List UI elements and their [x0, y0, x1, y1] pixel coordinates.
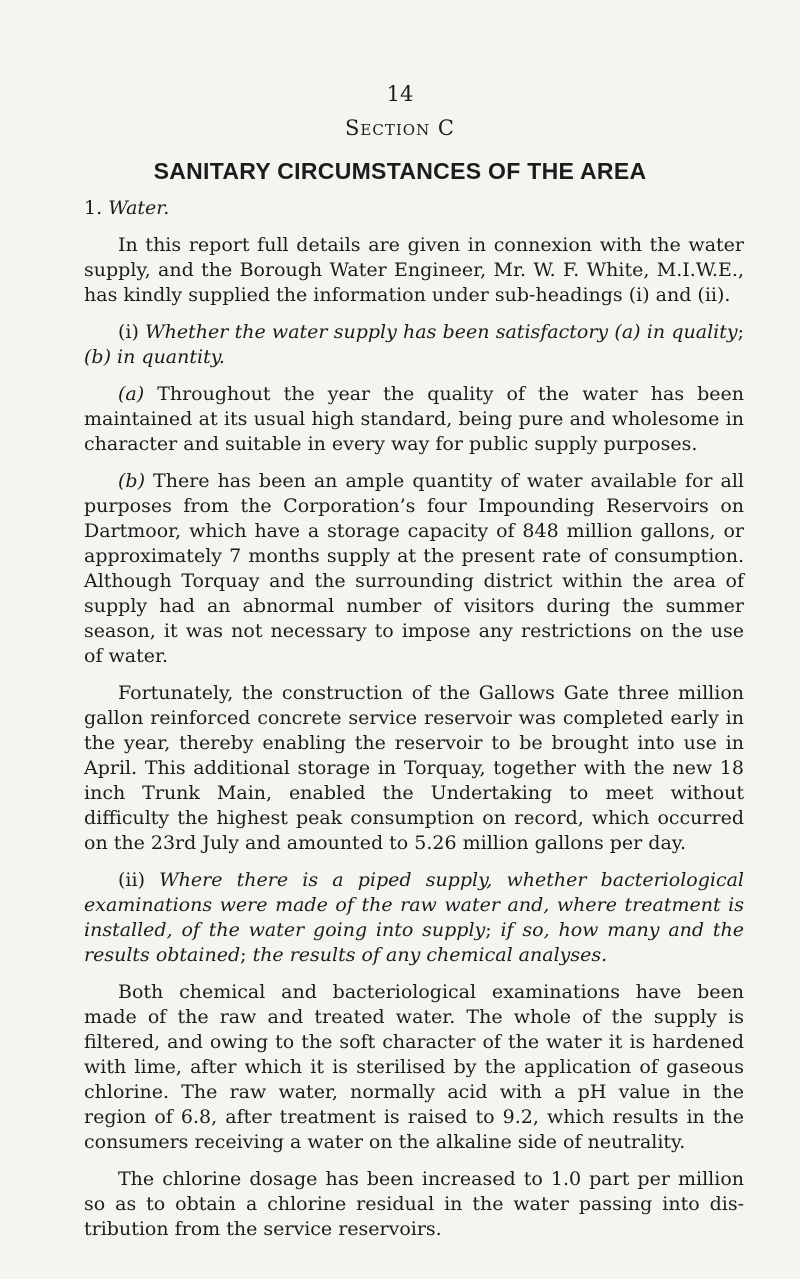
answer-b-label: (b): [118, 470, 145, 492]
question-i-text-3: in quantity.: [117, 346, 225, 368]
page-title: SANITARY CIRCUMSTANCES OF THE AREA: [153, 158, 647, 184]
question-ii-number: (ii): [118, 869, 145, 891]
paragraph-fortunately: Fortunately, the construction of the Gallows Gate three million gallon reinforced concrete service reservoir was completed early in the year, thereby enabling the reservoir to be brought into use in April. This additional storage in Torquay, together with the new 18 inch Trunk Main, enabled the Undertaking to meet without difficulty the highest peak consumption on record, which occurred on the 23rd July and amounted to 5.26 million gallons per day.: [84, 682, 744, 854]
question-i-text-1: Whether the water supply has been satisfactory: [145, 321, 609, 343]
answer-a: [84, 382, 744, 457]
paragraph-chlorine: The chlorine dosage has been increased to 1.0 part per million so as to obtain a chlorine residual in the water passing into distribution from the service reservoirs.: [84, 1168, 744, 1240]
question-i-text-2: in quality: [646, 321, 738, 343]
question-ii-separator-1: ;: [485, 919, 492, 941]
answer-a-text: Throughout the year the quality of the water has been maintained at its usual high standard, being pure and wholesome in character and suitable in every way for public supply purposes.: [84, 383, 744, 455]
question-ii: [84, 868, 744, 968]
question-ii-text-2: if so, how many and the results obtained: [84, 919, 744, 966]
question-ii-separator-2: ;: [240, 944, 247, 966]
subsection-heading: [84, 196, 744, 221]
paragraph-both: Both chemical and bacteriological examinations have been made of the raw and treated water. The whole of the supply is filtered, and owing to the soft character of the water it is hardened with lime, after which it is sterilised by the application of gaseous chlorine. The raw water, normally acid with a pH value in the region of 6.8, after treatment is raised to 9.2, which results in the consumers receiving a water on the alkaline side of neutrality.: [84, 981, 744, 1153]
heading-label: Water.: [108, 197, 170, 219]
answer-b: [84, 469, 744, 669]
page-number: 14: [386, 82, 414, 106]
body-text: [84, 196, 744, 1242]
section-label: Section C: [345, 116, 455, 140]
question-i: [84, 320, 744, 370]
answer-a-label: (a): [118, 383, 145, 405]
question-i-label-a: (a): [614, 321, 641, 343]
question-i-label-b: (b): [84, 346, 111, 368]
question-ii-text-3: the results of any chemical analyses.: [252, 944, 608, 966]
question-ii-text-1: Where there is a piped supply, whether bacteriological examinations were made of the raw water and, where treatment is installed, of the water going into supply: [84, 869, 745, 941]
question-i-number: (i): [118, 321, 139, 343]
answer-b-text: There has been an ample quantity of water available for all purposes from the Corporation’s four Impounding Reservoirs on Dartmoor, which have a storage capacity of 848 million gallons, or approximately 7 months supply at the present rate of consumption. Although Torquay and the surrounding district within the area of supply had an abnormal number of visitors during the summer season, it was not necessary to impose any restrictions on the use of water.: [84, 470, 744, 667]
intro-paragraph: In this report full details are given in connexion with the water supply, and the Borough Water Engineer, Mr. W. F. White, M.I.W.E., has kindly supplied the information under sub-headings (i) and (ii).: [84, 234, 744, 306]
heading-number: 1.: [84, 197, 103, 219]
question-i-separator: ;: [737, 321, 744, 343]
